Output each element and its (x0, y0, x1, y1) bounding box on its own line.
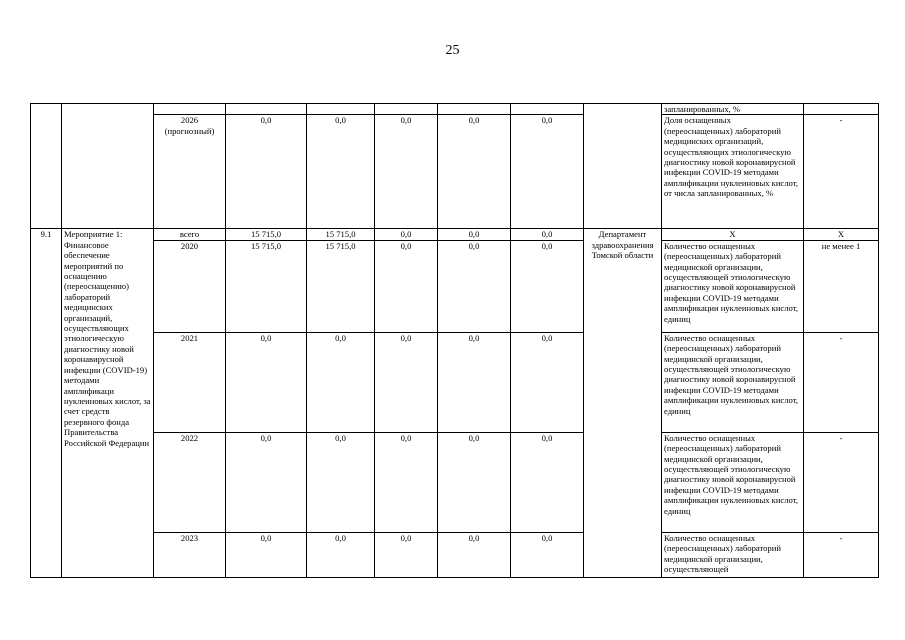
table-row (31, 432, 879, 532)
year-cell: 2021 (154, 332, 226, 432)
executor-cell (584, 104, 662, 229)
local-budget-cell: 0,0 (438, 229, 511, 240)
year-cell: 2020 (154, 240, 226, 332)
indicator-cell: запланированных, % (662, 104, 804, 115)
total-cell: 0,0 (226, 432, 307, 532)
target-cell: - (804, 115, 879, 229)
year-cell (154, 104, 226, 115)
indicator-cell: Количество оснащенных (переоснащенных) лабораторий медицинской организации, осуществляющей (662, 532, 804, 577)
indicator-cell: Х (662, 229, 804, 240)
extrabudget-cell: 0,0 (511, 432, 584, 532)
total-cell: 0,0 (226, 332, 307, 432)
federal-budget-cell: 0,0 (307, 332, 375, 432)
year-cell: 2022 (154, 432, 226, 532)
page-number: 25 (445, 43, 460, 58)
federal-budget-cell: 0,0 (307, 115, 375, 229)
local-budget-cell: 0,0 (438, 332, 511, 432)
extrabudget-cell (511, 104, 584, 115)
federal-budget-cell: 15 715,0 (307, 229, 375, 240)
year-cell: 2026 (прогнозный) (154, 115, 226, 229)
target-cell: - (804, 532, 879, 577)
table-row (31, 332, 879, 432)
target-cell (804, 104, 879, 115)
extrabudget-cell: 0,0 (511, 332, 584, 432)
extrabudget-cell: 0,0 (511, 532, 584, 577)
year-cell: всего (154, 229, 226, 240)
indicator-cell: Количество оснащенных (переоснащенных) лабораторий медицинской организации, осуществляющей этиологическую диагностику новой коронавирусной инфекции COVID-19 методами амплификации нуклеиновых кислот, единиц (662, 240, 804, 332)
local-budget-cell: 0,0 (438, 115, 511, 229)
total-cell: 15 715,0 (226, 229, 307, 240)
table-row (31, 104, 879, 115)
federal-budget-cell: 0,0 (307, 532, 375, 577)
year-cell: 2023 (154, 532, 226, 577)
table-row (31, 532, 879, 577)
local-budget-cell (438, 104, 511, 115)
regional-budget-cell: 0,0 (375, 229, 438, 240)
target-cell: Х (804, 229, 879, 240)
program-table (30, 103, 879, 578)
extrabudget-cell: 0,0 (511, 229, 584, 240)
target-cell: - (804, 432, 879, 532)
table-row (31, 115, 879, 229)
federal-budget-cell: 15 715,0 (307, 240, 375, 332)
regional-budget-cell: 0,0 (375, 432, 438, 532)
extrabudget-cell: 0,0 (511, 240, 584, 332)
target-cell: не менее 1 (804, 240, 879, 332)
number-cell: 9.1 (31, 229, 62, 577)
number-cell (31, 104, 62, 229)
total-cell: 15 715,0 (226, 240, 307, 332)
regional-budget-cell (375, 104, 438, 115)
executor-cell: Департамент здравоохранения Томской области (584, 229, 662, 577)
regional-budget-cell: 0,0 (375, 532, 438, 577)
total-cell (226, 104, 307, 115)
table-row (31, 240, 879, 332)
regional-budget-cell: 0,0 (375, 240, 438, 332)
measure-name-cell (62, 104, 154, 229)
indicator-cell: Доля оснащенных (переоснащенных) лабораторий медицинских организаций, осуществляющих этиологическую диагностику новой коронавирусной инфекции COVID-19 методами амплификации нуклеиновых кислот, от числа запланированных, % (662, 115, 804, 229)
total-cell: 0,0 (226, 115, 307, 229)
indicator-cell: Количество оснащенных (переоснащенных) лабораторий медицинской организации, осуществляющей этиологическую диагностику новой коронавирусной инфекции COVID-19 методами амплификации нуклеиновых кислот, единиц (662, 432, 804, 532)
measure-name-cell: Мероприятие 1: Финансовое обеспечение мероприятий по оснащению (переоснащению) лабораторий медицинских организаций, осуществляющих этиологическую диагностику новой коронавирусной инфекции (COVID-19) методами амплификаци нуклеиновых кислот, за счет средств резервного фонда Правительства Российской Федерации (62, 229, 154, 577)
local-budget-cell: 0,0 (438, 432, 511, 532)
total-cell: 0,0 (226, 532, 307, 577)
local-budget-cell: 0,0 (438, 532, 511, 577)
indicator-cell: Количество оснащенных (переоснащенных) лабораторий медицинской организации, осуществляющей этиологическую диагностику новой коронавирусной инфекции COVID-19 методами амплификации нуклеиновых кислот, единиц (662, 332, 804, 432)
table-row (31, 229, 879, 240)
regional-budget-cell: 0,0 (375, 115, 438, 229)
extrabudget-cell: 0,0 (511, 115, 584, 229)
regional-budget-cell: 0,0 (375, 332, 438, 432)
local-budget-cell: 0,0 (438, 240, 511, 332)
target-cell: - (804, 332, 879, 432)
federal-budget-cell (307, 104, 375, 115)
federal-budget-cell: 0,0 (307, 432, 375, 532)
